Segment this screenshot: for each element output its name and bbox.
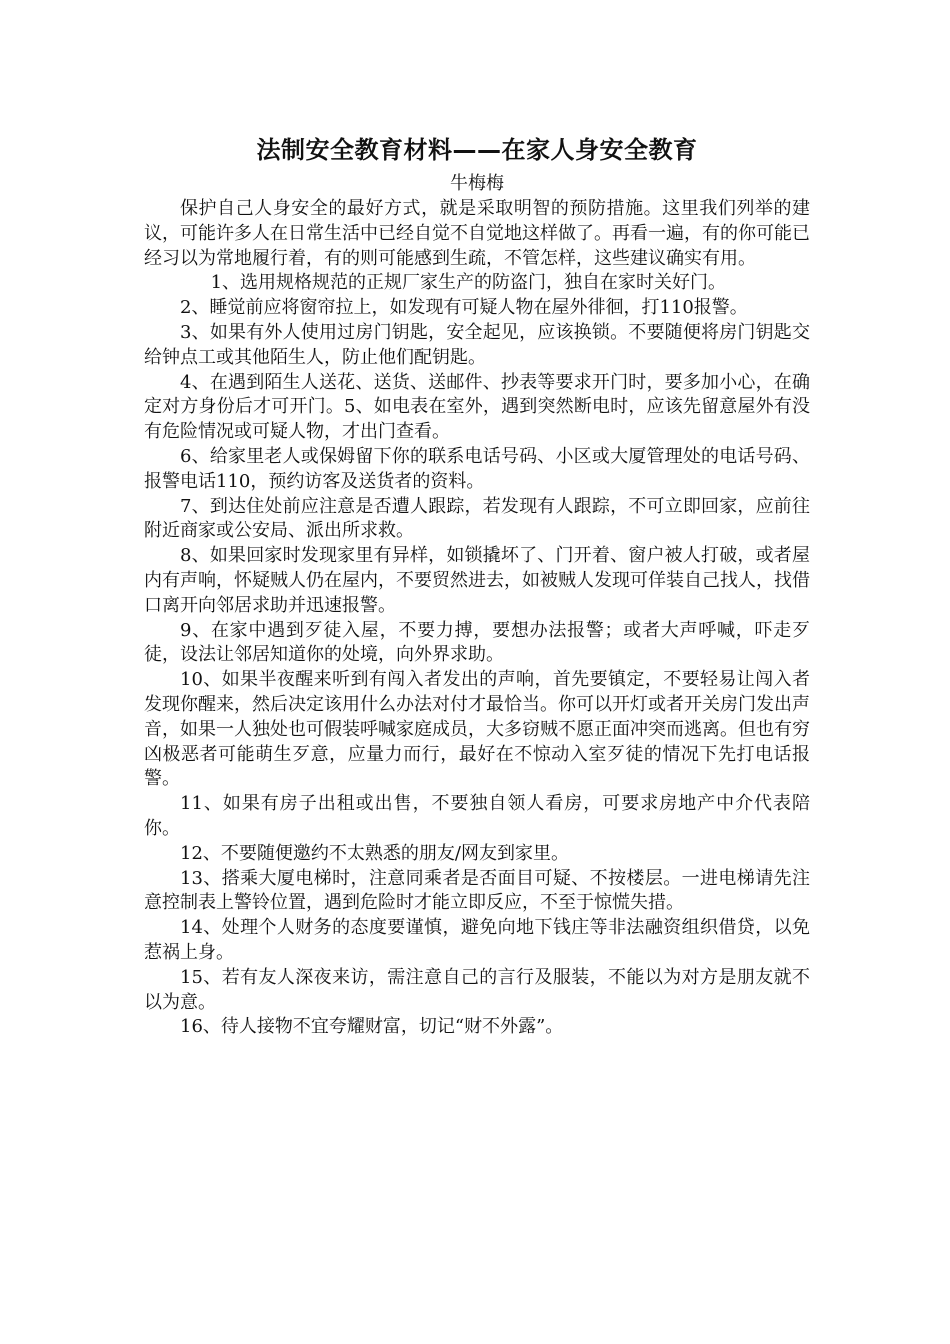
- tip-paragraph-9: 9、在家中遇到歹徒入屋，不要力搏，要想办法报警；或者大声呼喊，吓走歹徒，设法让邻居知道你的处境，向外界求助。: [144, 619, 810, 666]
- tip-paragraph-15: 15、若有友人深夜来访，需注意自己的言行及服装，不能以为对方是朋友就不以为意。: [144, 966, 810, 1013]
- tip-paragraph-16: 16、待人接物不宜夸耀财富，切记“财不外露”。: [180, 1016, 564, 1038]
- document-title: 法制安全教育材料——在家人身安全教育: [256, 136, 698, 164]
- tip-paragraph-12: 12、不要随便邀约不太熟悉的朋友/网友到家里。: [180, 842, 569, 864]
- tip-paragraph-13: 13、搭乘大厦电梯时，注意同乘者是否面目可疑、不按楼层。一进电梯请先注意控制表上警铃位置，遇到危险时才能立即反应，不至于惊慌失措。: [144, 867, 810, 914]
- tip-paragraph-11: 11、如果有房子出租或出售，不要独自领人看房，可要求房地产中介代表陪你。: [144, 793, 810, 839]
- tip-paragraph-7: 7、到达住处前应注意是否遭人跟踪，若发现有人跟踪，不可立即回家，应前往附近商家或公安局、派出所求救。: [144, 495, 810, 542]
- tip-paragraph-3: 3、如果有外人使用过房门钥匙，安全起见，应该换锁。不要随便将房门钥匙交给钟点工或其他陌生人，防止他们配钥匙。: [144, 321, 810, 368]
- tip-paragraph-14: 14、处理个人财务的态度要谨慎，避免向地下钱庄等非法融资组织借贷，以免惹祸上身。: [144, 917, 810, 963]
- document-page: [144, 129, 810, 1040]
- tip-paragraph-2: 2、睡觉前应将窗帘拉上，如发现有可疑人物在屋外徘徊，打110报警。: [180, 297, 748, 319]
- tip-paragraph-1: 1、选用规格规范的正规厂家生产的防盗门，独自在家时关好门。: [210, 272, 727, 294]
- intro-paragraph: 保护自己人身安全的最好方式，就是采取明智的预防措施。这里我们列举的建议，可能许多人在日常生活中已经自觉不自觉地这样做了。再看一遍，有的你可能已经习以为常地履行着，有的则可能感到生疏，不管怎样，这些建议确实有用。: [144, 198, 810, 269]
- author-name: 牛梅梅: [450, 173, 504, 194]
- tip-paragraph-10: 10、如果半夜醒来听到有闯入者发出的声响，首先要镇定，不要轻易让闯入者发现你醒来，然后决定该用什么办法对付才最恰当。你可以开灯或者开关房门发出声音，如果一人独处也可假装呼喊家庭成员，大多窃贼不愿正面冲突而逃离。但也有穷凶极恶者可能萌生歹意，应量力而行，最好在不惊动入室歹徒的情况下先打电话报警。: [144, 669, 810, 790]
- tip-paragraph-4-5: 4、在遇到陌生人送花、送货、送邮件、抄表等要求开门时，要多加小心，在确定对方身份后才可开门。5、如电表在室外，遇到突然断电时，应该先留意屋外有没有危险情况或可疑人物，才出门查看。: [144, 371, 810, 443]
- tip-paragraph-8: 8、如果回家时发现家里有异样，如锁撬坏了、门开着、窗户被人打破，或者屋内有声响，怀疑贼人仍在屋内，不要贸然进去，如被贼人发现可佯装自己找人，找借口离开向邻居求助并迅速报警。: [144, 545, 810, 616]
- tip-paragraph-6: 6、给家里老人或保姆留下你的联系电话号码、小区或大厦管理处的电话号码、报警电话110，预约访客及送货者的资料。: [144, 445, 810, 492]
